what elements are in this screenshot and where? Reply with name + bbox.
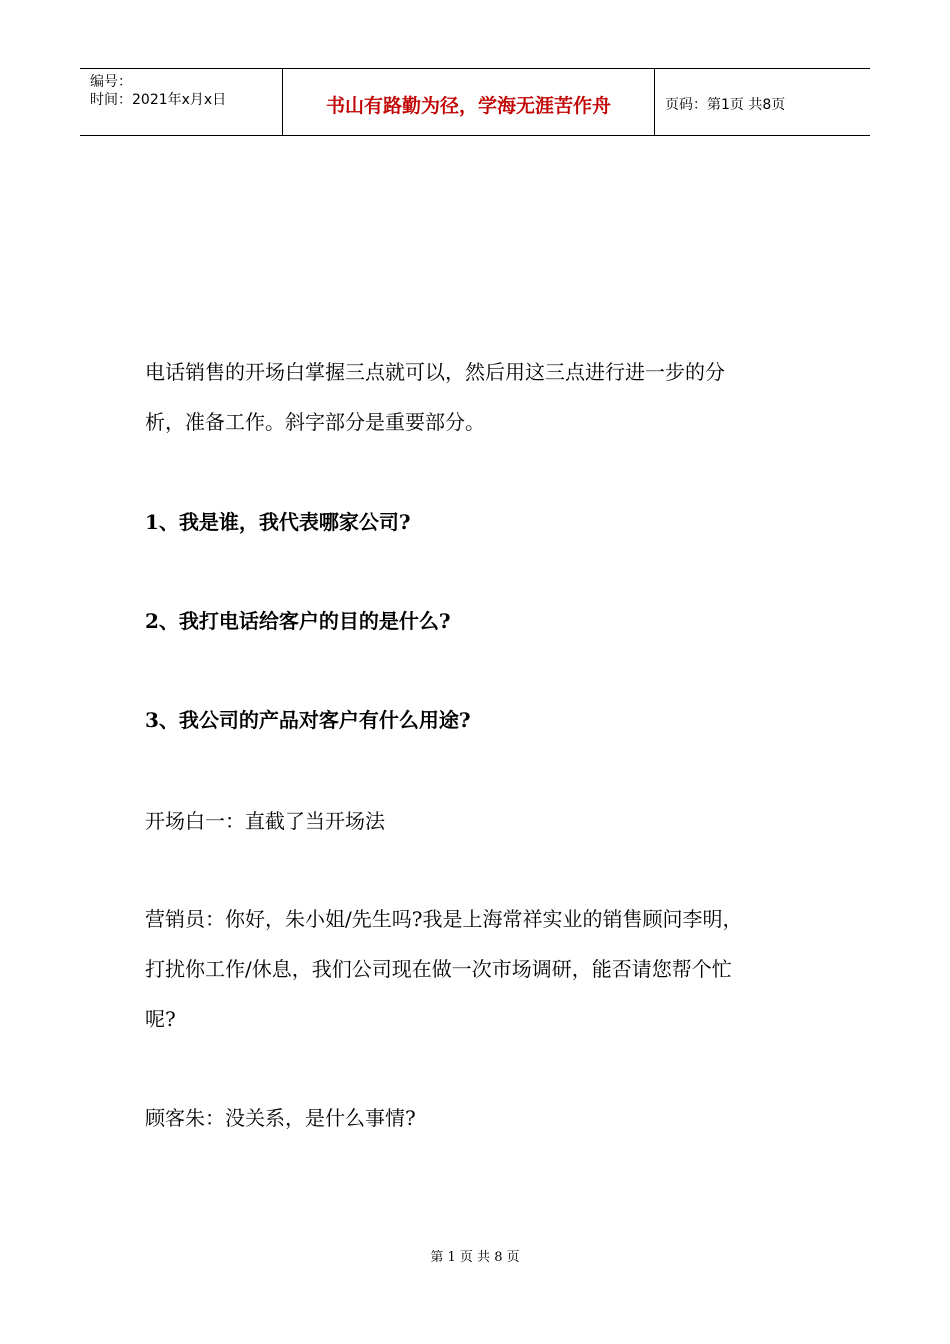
header-motto: 书山有路勤为径，学海无涯苦作舟 — [325, 95, 611, 117]
point-3: 3、我公司的产品对客户有什么用途? — [145, 708, 471, 732]
header-meta-cell — [80, 69, 282, 135]
salesperson-line-2: 打扰你工作/休息，我们公司现在做一次市场调研，能否请您帮个忙 — [145, 957, 732, 981]
page-header — [80, 68, 870, 136]
opening-title: 开场白一：直截了当开场法 — [145, 809, 385, 833]
salesperson-line-1: 营销员：你好，朱小姐/先生吗?我是上海常祥实业的销售顾问李明， — [145, 907, 743, 931]
document-time-label: 时间：2021年x月x日 — [90, 92, 227, 108]
customer-dialogue: 顾客朱：没关系，是什么事情? — [145, 1106, 416, 1130]
document-number-label: 编号： — [90, 74, 132, 90]
point-2: 2、我打电话给客户的目的是什么? — [145, 609, 451, 633]
point-1: 1、我是谁，我代表哪家公司? — [145, 510, 411, 534]
intro-line-2: 析，准备工作。斜字部分是重要部分。 — [145, 410, 485, 434]
intro-line-1: 电话销售的开场白掌握三点就可以，然后用这三点进行进一步的分 — [145, 360, 725, 384]
salesperson-line-3: 呢? — [145, 1007, 176, 1031]
header-page-cell — [655, 69, 870, 135]
header-motto-cell — [282, 69, 655, 135]
intro-paragraph — [145, 347, 815, 447]
header-page-info: 页码：第1页 共8页 — [665, 97, 786, 113]
page-footer: 第 1 页 共 8 页 — [430, 1250, 520, 1265]
salesperson-dialogue — [145, 894, 815, 1044]
